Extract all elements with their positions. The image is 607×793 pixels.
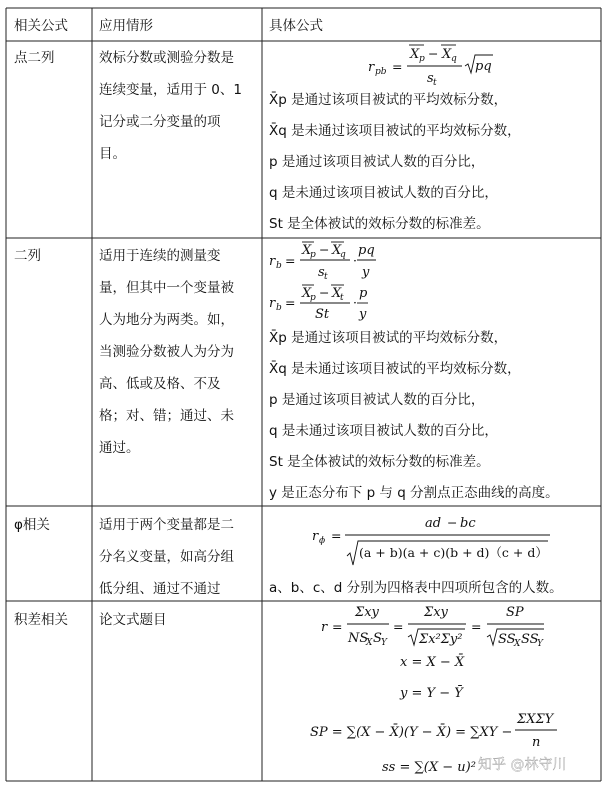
usage-line: 记分或二分变量的项 <box>99 114 221 130</box>
formula-line: X̄p 是通过该项目被试的平均效标分数， <box>269 92 508 108</box>
svg-text:NS: NS <box>348 631 369 646</box>
svg-text:S: S <box>373 631 382 646</box>
formula-line: St 是全体被试的效标分数的标准差。 <box>269 454 490 470</box>
formula-line: p 是通过该项目被试人数的百分比， <box>269 392 485 408</box>
formula-point-biserial <box>269 45 521 232</box>
svg-text:=: = <box>331 528 342 543</box>
svg-text:n: n <box>532 735 541 750</box>
formula-line: p 是通过该项目被试人数的百分比， <box>269 154 485 170</box>
svg-text:Y: Y <box>537 639 543 649</box>
svg-text:SS: SS <box>521 632 539 647</box>
svg-text:y: y <box>362 265 370 280</box>
svg-text:p: p <box>310 250 316 260</box>
svg-text:r: r <box>312 529 319 544</box>
usage-line: 分名义变量，如高分组 <box>99 549 234 565</box>
formula-pearson <box>310 605 557 775</box>
svg-text:St: St <box>315 307 330 322</box>
row-name-pearson: 积差相关 <box>14 612 68 628</box>
usage-line: 适用于连续的测量变 <box>99 248 221 264</box>
svg-text:−: − <box>428 46 439 61</box>
header-related-formula: 相关公式 <box>14 18 68 34</box>
formula-phi <box>269 515 563 596</box>
svg-text:SP = ∑(X − X̄)(Y − X̄) = ∑XY −: SP = ∑(X − X̄)(Y − X̄) = ∑XY − <box>310 725 513 740</box>
svg-text:pb: pb <box>375 67 387 77</box>
svg-text:(a + b)(a + c)(b + d)（c + d）: (a + b)(a + c)(b + d)（c + d） <box>359 545 548 560</box>
usage-line: 效标分数或测验分数是 <box>99 50 234 66</box>
formula-line: q 是未通过该项目被试人数的百分比， <box>269 185 498 201</box>
svg-text:·: · <box>353 253 357 268</box>
svg-text:s: s <box>318 265 325 280</box>
svg-text:pq: pq <box>358 243 375 258</box>
svg-text:X: X <box>332 243 342 258</box>
svg-text:s: s <box>427 71 434 86</box>
usage-phi <box>99 516 234 597</box>
svg-text:=: = <box>285 253 296 268</box>
watermark-text: 知乎 @林守川 <box>478 757 567 773</box>
svg-text:p: p <box>419 54 425 64</box>
svg-text:t: t <box>340 293 344 303</box>
formula-line: y 是正态分布下 p 与 q 分割点正态曲线的高度。 <box>269 485 559 501</box>
svg-text:pq: pq <box>475 59 492 74</box>
table-header <box>14 17 323 34</box>
usage-biserial <box>99 247 234 456</box>
usage-line: 当测验分数被人为分为 <box>99 344 234 360</box>
row-name-phi: φ相关 <box>14 517 50 533</box>
usage-line: 人为地分为两类。如， <box>99 312 234 328</box>
usage-pearson: 论文式题目 <box>99 612 167 628</box>
svg-text:p: p <box>359 286 368 301</box>
formula-biserial <box>269 242 559 501</box>
svg-text:Σxy: Σxy <box>424 605 448 620</box>
svg-text:ad: ad <box>425 516 442 531</box>
svg-text:r: r <box>321 620 328 635</box>
svg-text:b: b <box>276 303 282 313</box>
svg-text:t: t <box>324 272 328 282</box>
header-application: 应用情形 <box>99 18 153 34</box>
svg-text:=: = <box>471 619 482 634</box>
svg-text:y: y <box>359 307 367 322</box>
svg-text:Y: Y <box>381 638 387 648</box>
svg-text:r: r <box>269 296 276 311</box>
usage-line: 低分组、通过不通过 <box>99 581 221 597</box>
usage-line: 格；对、错；通过、未 <box>99 408 234 424</box>
svg-text:X: X <box>514 639 521 649</box>
svg-text:ϕ: ϕ <box>319 536 326 546</box>
svg-text:−: − <box>319 285 330 300</box>
formula-line: a、b、c、d 分别为四格表中四项所包含的人数。 <box>269 580 563 596</box>
usage-line: 高、低或及格、不及 <box>99 376 221 392</box>
svg-text:=: = <box>332 619 343 634</box>
formula-line: X̄q 是未通过该项目被试的平均效标分数， <box>269 361 521 377</box>
svg-text:·: · <box>353 295 357 310</box>
svg-text:=: = <box>285 295 296 310</box>
svg-text:t: t <box>433 78 437 88</box>
svg-text:X: X <box>332 286 342 301</box>
row-name-biserial: 二列 <box>14 248 41 264</box>
usage-line: 目。 <box>99 146 126 162</box>
svg-text:SS: SS <box>498 632 516 647</box>
usage-line: 适用于两个变量都是二 <box>99 517 234 533</box>
svg-text:q: q <box>340 250 346 260</box>
svg-text:y = Y − Ȳ: y = Y − Ȳ <box>400 686 463 701</box>
svg-text:ΣXΣY: ΣXΣY <box>517 712 554 727</box>
svg-text:X: X <box>302 286 312 301</box>
formula-line: X̄q 是未通过该项目被试的平均效标分数， <box>269 123 521 139</box>
svg-text:q: q <box>451 54 457 64</box>
svg-text:b: b <box>276 261 282 271</box>
svg-text:=: = <box>392 59 403 74</box>
usage-point-biserial <box>99 49 242 162</box>
svg-text:−: − <box>319 242 330 257</box>
svg-text:r: r <box>269 254 276 269</box>
row-name-point-biserial: 点二列 <box>14 50 55 66</box>
svg-text:ss = ∑(X − u)²: ss = ∑(X − u)² <box>382 760 476 775</box>
svg-text:Σxy: Σxy <box>355 605 379 620</box>
svg-text:bc: bc <box>460 516 476 531</box>
svg-text:X: X <box>410 47 420 62</box>
usage-line: 连续变量，适用于 0、1 <box>99 82 242 98</box>
header-specific-formula: 具体公式 <box>269 18 323 34</box>
formula-line: X̄p 是通过该项目被试的平均效标分数， <box>269 330 508 346</box>
svg-text:r: r <box>368 60 375 75</box>
formula-line: q 是未通过该项目被试人数的百分比， <box>269 423 498 439</box>
svg-text:X: X <box>366 638 373 648</box>
svg-text:x = X − X̄: x = X − X̄ <box>400 655 465 670</box>
svg-text:X: X <box>442 47 452 62</box>
svg-text:=: = <box>393 619 404 634</box>
usage-line: 通过。 <box>99 440 140 456</box>
svg-text:X: X <box>302 243 312 258</box>
svg-text:SP: SP <box>506 605 524 620</box>
formula-line: St 是全体被试的效标分数的标准差。 <box>269 216 490 232</box>
svg-text:p: p <box>310 293 316 303</box>
svg-text:−: − <box>447 515 458 530</box>
usage-line: 量，但其中一个变量被 <box>99 280 234 296</box>
svg-text:Σx²Σy²: Σx²Σy² <box>419 632 463 647</box>
